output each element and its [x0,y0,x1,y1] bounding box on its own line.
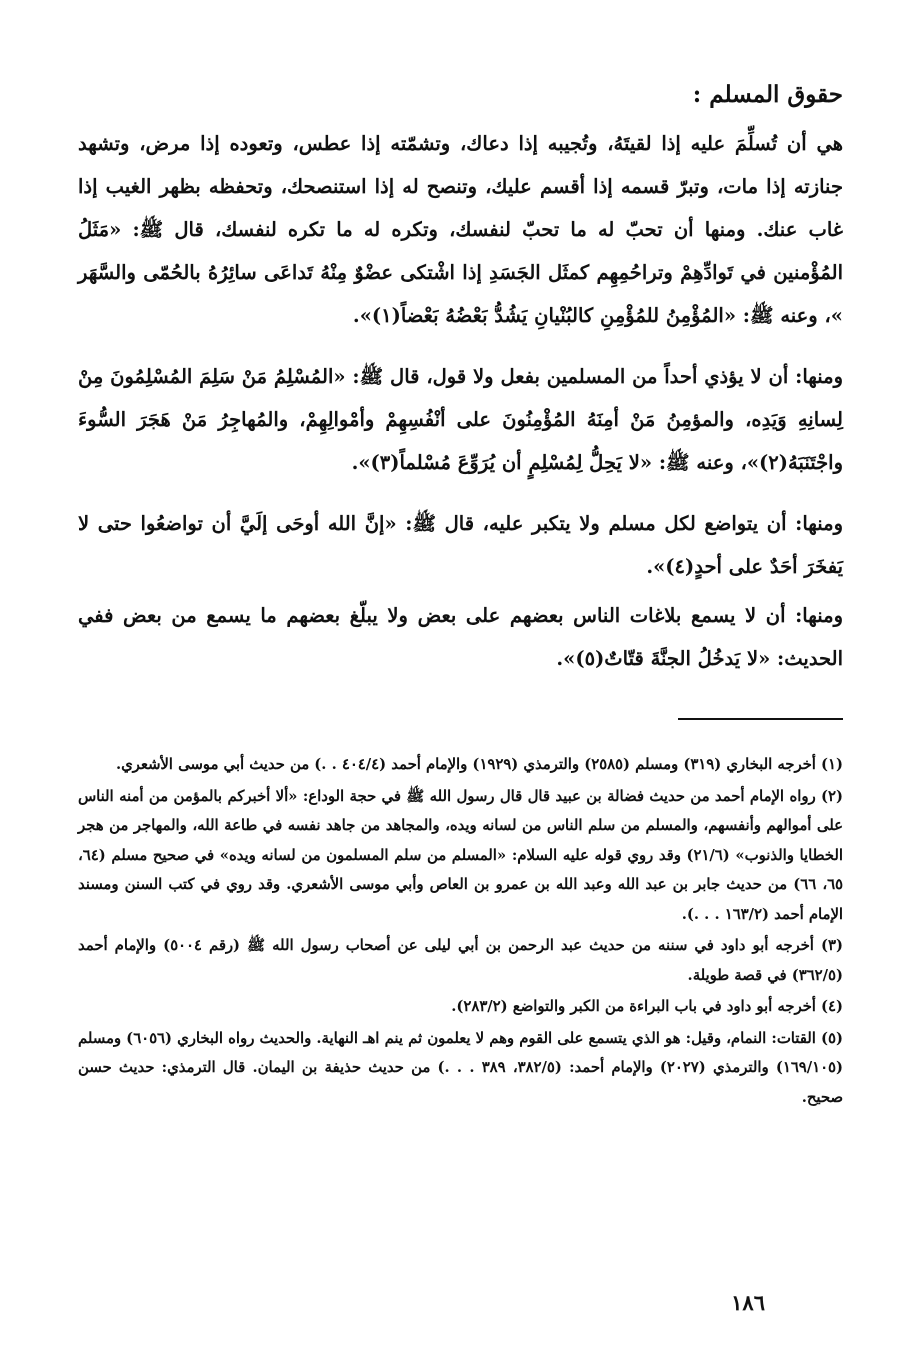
paragraph-rights-list: هي أن تُسلِّمَ عليه إذا لقيتَهُ، وتُجيبه إذا دعاك، وتشمّته إذا عطس، وتعوده إذا مرض، وتشهد جنازته إذا مات، وتبرّ قسمه إذا أقسم عليك، وتنصح له إذا استنصحك، وتحفظه بظهر الغيب إذا غاب عنك. ومنها أن تحبّ له ما تحبّ لنفسك، وتكره له ما تكره لنفسك، قال ﷺ: «مَثَلُ المُؤْمنين في تَوادِّهِمْ وتراحُمِهِم كمثَل الجَسَدِ إذا اشْتكى عضْوٌ مِنْهُ تَداعَى سائِرُهُ بالحُمّى والسَّهَر »، وعنه ﷺ: «المُؤْمِنُ للمُؤْمِنِ كالبُنْيانِ يَشُدُّ بَعْضُهُ بَعْضاً(١)». [78,132,843,327]
footnote-3: (٣) أخرجه أبو داود في سننه من حديث عبد الرحمن بن أبي ليلى عن أصحاب رسول الله ﷺ (رقم ٥٠٠٤) والإمام أحمد (٣٦٢/٥) في قصة طويلة. [78,937,843,984]
footnotes [78,750,843,1112]
section-heading: حقوق المسلم : [692,81,843,108]
footnote-5: (٥) القتات: النمام، وقيل: هو الذي يتسمع على القوم وهم لا يعلمون ثم ينم اهـ النهاية. والحديث رواه البخاري (٦٠٥٦) ومسلم (١٦٩/١٠٥) والترمذي (٢٠٢٧) والإمام أحمد: (٣٨٢/٥، ٣٨٩ . . .) من حديث حذيفة بن اليمان. قال الترمذي: حديث حسن صحيح. [78,1029,843,1106]
footnote-2: (٢) رواه الإمام أحمد من حديث فضالة بن عبيد قال قال رسول الله ﷺ في حجة الوداع: «ألا أخبركم بالمؤمن من أمنه الناس على أموالهم وأنفسهم، والمسلم من سلم الناس من لسانه ويده، والمجاهد من جاهد نفسه في طاعة الله، والمهاجر من هجر الخطايا والذنوب» (٢١/٦) وقد روي قوله عليه السلام: «المسلم من سلم المسلمون من لسانه ويده» في صحيح مسلم (٦٤، ٦٥، ٦٦) من حديث جابر بن عبد الله وعبد الله بن عمرو بن العاص وأبي موسى الأشعري. وقد روي في كتب السنن ومسند الإمام أحمد (١٦٣/٢ . . .). [78,787,843,923]
paragraph-no-harm: ومنها: أن لا يؤذي أحداً من المسلمين بفعل ولا قول، قال ﷺ: «المُسْلِمُ مَنْ سَلِمَ المُسْلِمُونَ مِنْ لِسانِهِ وَيَدِه، والمؤمِنُ مَنْ أمِنَهُ المُؤْمِنُونَ على أنْفُسِهِمْ وأمْوالِهِمْ، والمُهاجِرُ مَنْ هَجَرَ السُّوءَ واجْتَنَبَهُ(٢)»، وعنه ﷺ: «لا يَحِلُّ لِمُسْلِمٍ أن يُرَوِّعَ مُسْلماً(٣)». [78,365,843,474]
footnote-divider [678,718,843,720]
paragraph-humility: ومنها: أن يتواضع لكل مسلم ولا يتكبر عليه، قال ﷺ: «إنَّ الله أوحَى إلَيَّ أن تواضعُوا حتى لا يَفخَرَ أحَدٌ على أحدٍ(٤)». [78,512,843,578]
paragraph-no-gossip: ومنها: أن لا يسمع بلاغات الناس بعضهم على بعض ولا يبلّغ بعضهم ما يسمع من بعض ففي الحديث: «لا يَدخُلُ الجنَّةَ قتّاتٌ(٥)». [78,604,843,670]
footnote-4: (٤) أخرجه أبو داود في باب البراءة من الكبر والتواضع (٢٨٣/٢). [451,998,843,1015]
footnote-1: (١) أخرجه البخاري (٣١٩) ومسلم (٢٥٨٥) والترمذي (١٩٢٩) والإمام أحمد (٤٠٤/٤ . .) من حديث أبي موسى الأشعري. [115,756,843,773]
page-number: ١٨٦ [731,1290,765,1315]
